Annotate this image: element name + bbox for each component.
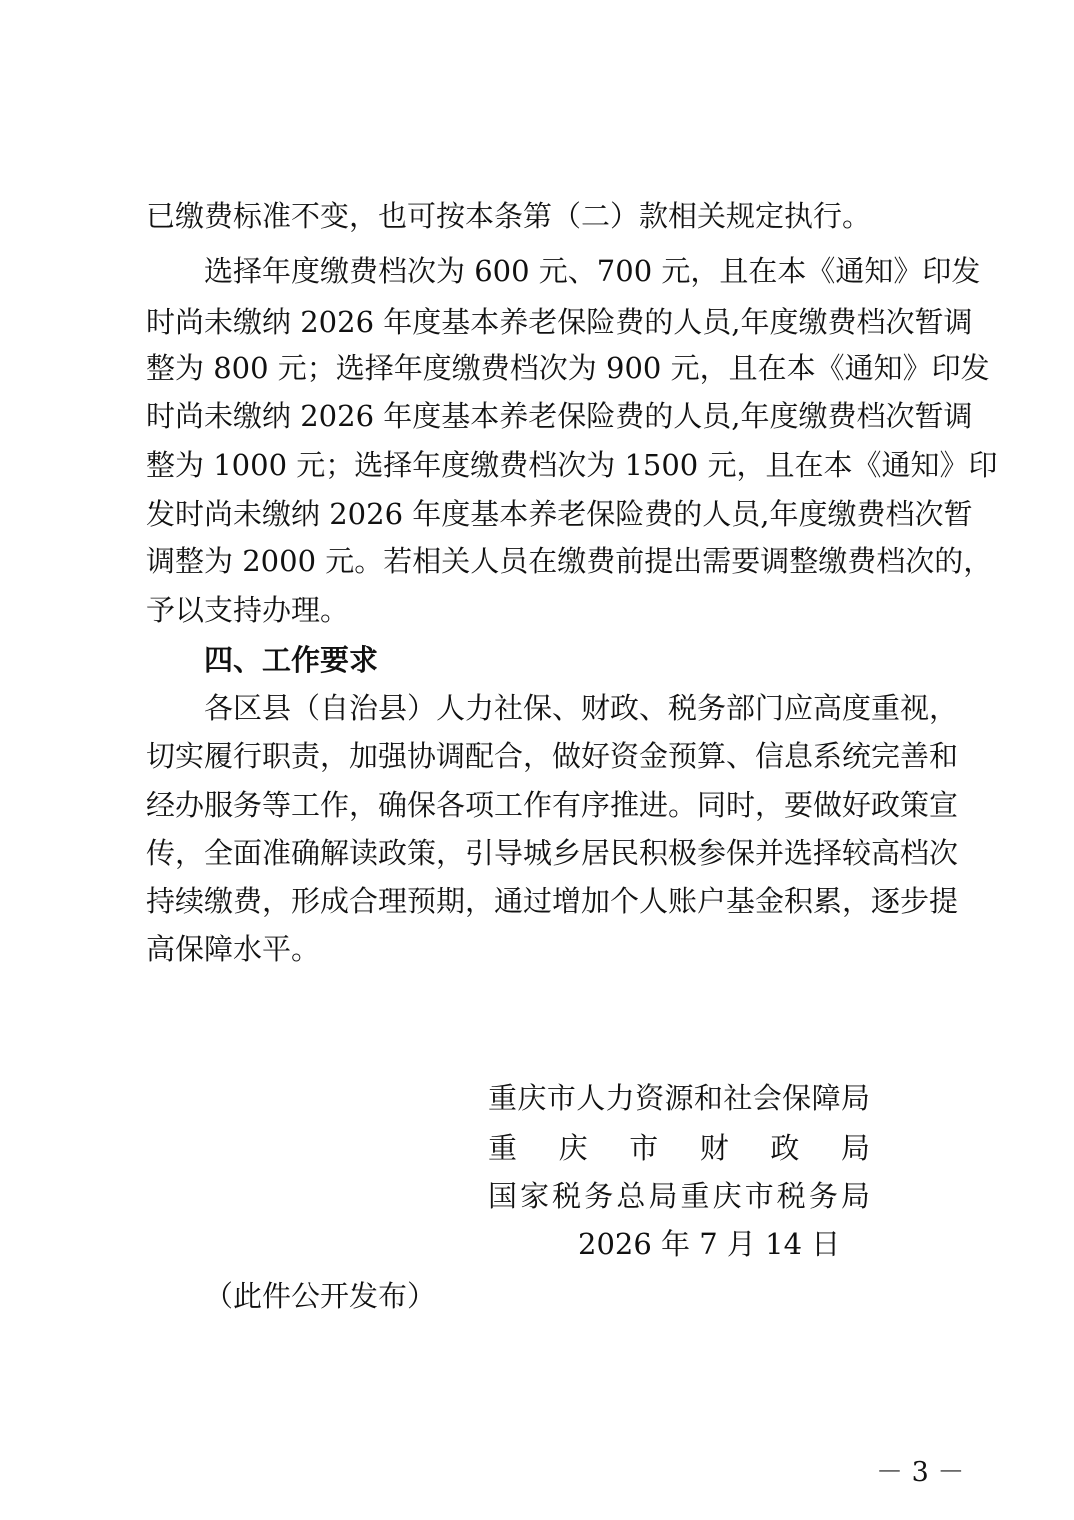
- paragraph-line: 各区县（自治县）人力社保、财政、税务部门应高度重视，: [204, 691, 959, 725]
- paragraph-line: 传，全面准确解读政策，引导城乡居民积极参保并选择较高档次: [146, 836, 959, 870]
- paragraph-line: 时尚未缴纳 2026 年度基本养老保险费的人员,年度缴费档次暂调: [146, 399, 973, 433]
- signature-issuer: 重庆市财政局: [488, 1131, 870, 1165]
- issue-date: 2026 年 7 月 14 日: [578, 1227, 841, 1261]
- paragraph-line: 持续缴费，形成合理预期，通过增加个人账户基金积累，逐步提: [146, 884, 959, 918]
- paragraph-line: 调整为 2000 元。若相关人员在缴费前提出需要调整缴费档次的，: [146, 544, 993, 578]
- paragraph-line: 已缴费标准不变，也可按本条第（二）款相关规定执行。: [146, 199, 872, 233]
- paragraph-line: 时尚未缴纳 2026 年度基本养老保险费的人员,年度缴费档次暂调: [146, 305, 973, 339]
- signature-issuer: 重庆市人力资源和社会保障局: [488, 1081, 870, 1115]
- section-heading: 四、工作要求: [204, 643, 379, 677]
- paragraph-line: 切实履行职责，加强协调配合，做好资金预算、信息系统完善和: [146, 739, 959, 773]
- paragraph-line: 高保障水平。: [146, 932, 321, 966]
- paragraph-line: 整为 800 元；选择年度缴费档次为 900 元，且在本《通知》印发: [146, 351, 990, 385]
- paragraph-line: 发时尚未缴纳 2026 年度基本养老保险费的人员,年度缴费档次暂: [146, 497, 973, 531]
- publication-note: （此件公开发布）: [204, 1279, 437, 1313]
- paragraph-line: 整为 1000 元；选择年度缴费档次为 1500 元，且在本《通知》印: [146, 448, 998, 482]
- page-number: － 3 －: [876, 1457, 965, 1488]
- paragraph-line: 经办服务等工作，确保各项工作有序推进。同时，要做好政策宣: [146, 788, 959, 822]
- signature-issuer: 国家税务总局重庆市税务局: [488, 1179, 870, 1213]
- paragraph-line: 予以支持办理。: [146, 593, 350, 627]
- paragraph-line: 选择年度缴费档次为 600 元、700 元，且在本《通知》印发: [204, 254, 981, 288]
